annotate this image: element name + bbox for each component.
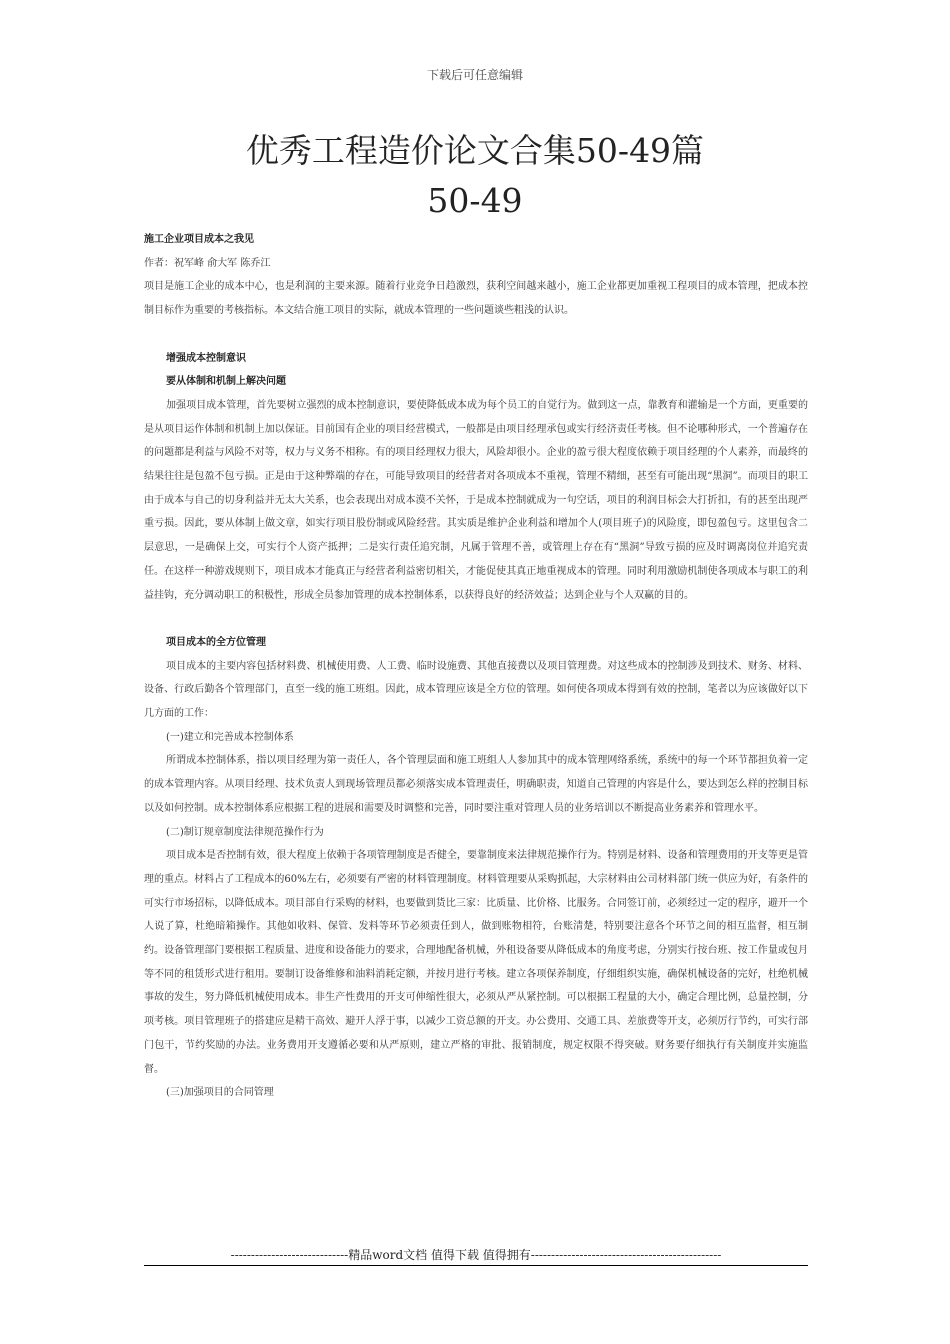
title-line-2: 50-49	[427, 181, 523, 220]
body-paragraph: 项目成本的主要内容包括材料费、机械使用费、人工费、临时设施费、其他直接费以及项目管理费。对这些成本的控制涉及到技术、财务、材料、设备、行政后勤各个管理部门，直至一线的施工班组。因此，成本管理应该是全方位的管理。如何使各项成本得到有效的控制，笔者以为应该做好以下几方面的工作：	[144, 660, 808, 720]
spacer	[144, 323, 808, 347]
section-heading: 增强成本控制意识	[166, 352, 246, 364]
document-title	[0, 126, 950, 226]
spacer	[144, 607, 808, 631]
body-paragraph: 项目成本是否控制有效，很大程度上依赖于各项管理制度是否健全，要靠制度来法律规范操作行为。特别是材料、设备和管理费用的开支等更是管理的重点。材料占了工程成本的60%左右，必须要有严密的材料管理制度。材料管理要从采购抓起，大宗材料由公司材料部门统一供应为好，有条件的可实行市场招标，以降低成本。项目部自行采购的材料，也要做到货比三家：比质量、比价格、比服务。合同签订前，必须经过一定的程序，避开一个人说了算，杜绝暗箱操作。其他如收料、保管、发料等环节必须责任到人，做到账物相符，台账清楚，特别要注意各个环节之间的相互监督，相互制约。设备管理部门要根据工程质量、进度和设备能力的要求，合理地配备机械，外租设备要从降低成本的角度考虑，分别实行按台班、按工作量或包月等不同的租赁形式进行租用。要制订设备维修和油料消耗定额，并按月进行考核。建立各项保养制度，仔细组织实施，确保机械设备的完好，杜绝机械事故的发生，努力降低机械使用成本。非生产性费用的开支可伸缩性很大，必须从严从紧控制。可以根据工程量的大小，确定合理比例，总量控制，分项考核。项目管理班子的搭建应是精干高效、避开人浮于事，以减少工资总额的开支。办公费用、交通工具、差旅费等开支，必须厉行节约，可实行部门包干，节约奖励的办法。业务费用开支遵循必要和从严原则，建立严格的审批、报销制度，规定权限不得突破。财务要仔细执行有关制度并实施监督。	[144, 850, 808, 1075]
subsection-heading: (一)建立和完善成本控制体系	[166, 731, 294, 743]
article-title: 施工企业项目成本之我见	[144, 234, 254, 245]
body-paragraph: 加强项目成本管理，首先要树立强烈的成本控制意识，要使降低成本成为每个员工的自觉行为。做到这一点，靠教育和灌输是一个方面，更重要的是从项目运作体制和机制上加以保证。目前国有企业的项目经营模式，一般都是由项目经理承包或实行经济责任考核。但不论哪种形式，一个普遍存在的问题都是利益与风险不对等，权力与义务不相称。有的项目经理权力很大，风险却很小。企业的盈亏很大程度依赖于项目经理的个人素养，而最终的结果往往是包盈不包亏损。正是由于这种弊端的存在，可能导致项目的经营者对各项成本不重视，管理不精细，甚至有可能出现“黑洞”。而项目的职工由于成本与自己的切身利益并无太大关系，也会表现出对成本漠不关怀，于是成本控制就成为一句空话，项目的利润目标会大打折扣，有的甚至出现严重亏损。因此，要从体制上做文章，如实行项目股份制或风险经营。其实质是维护企业利益和增加个人(项目班子)的风险度，即包盈包亏。这里包含二层意思，一是确保上交，可实行个人资产抵押；二是实行责任追究制，凡属于管理不善，或管理上存在有“黑洞”导致亏损的应及时调离岗位并追究责任。在这样一种游戏规则下，项目成本才能真正与经营者利益密切相关，才能促使其真正地重视成本的管理。同时利用激励机制使各项成本与职工的利益挂钩，充分调动职工的积极性，形成全员参加管理的成本控制体系，以获得良好的经济效益；达到企业与个人双赢的目的。	[144, 399, 808, 601]
authors: 作者：祝军峰 俞大军 陈乔江	[144, 257, 271, 269]
body-paragraph: 所谓成本控制体系，指以项目经理为第一责任人，各个管理层面和施工班组人人参加其中的成本管理网络系统，系统中的每一个环节都担负着一定的成本管理内容。从项目经理、技术负责人到现场管理员都必须落实成本管理责任，明确职责，知道自己管理的内容是什么，要达到怎么样的控制目标以及如何控制。成本控制体系应根据工程的进展和需要及时调整和完善，同时要注重对管理人员的业务培训以不断提高业务素养和管理水平。	[144, 755, 808, 814]
header-note: 下载后可任意编辑	[426, 68, 523, 82]
footer-banner: -----------------------------精品word文档 值得下载 值得拥有-----------------------------------------------	[144, 1246, 808, 1266]
section-subheading: 要从体制和机制上解决问题	[166, 376, 286, 388]
subsection-heading: (二)制订规章制度法律规范操作行为	[166, 826, 324, 838]
intro-paragraph: 项目是施工企业的成本中心，也是利润的主要来源。随着行业竞争日趋激烈，获利空间越来越小，施工企业都更加重视工程项目的成本管理，把成本控制目标作为重要的考核指标。本文结合施工项目的实际，就成本管理的一些问题谈些粗浅的认识。	[144, 281, 808, 317]
subsection-heading: (三)加强项目的合同管理	[166, 1087, 274, 1099]
title-line-1: 优秀工程造价论文合集50-49篇	[245, 131, 705, 170]
section-heading: 项目成本的全方位管理	[166, 636, 266, 648]
document-body	[144, 228, 808, 1105]
